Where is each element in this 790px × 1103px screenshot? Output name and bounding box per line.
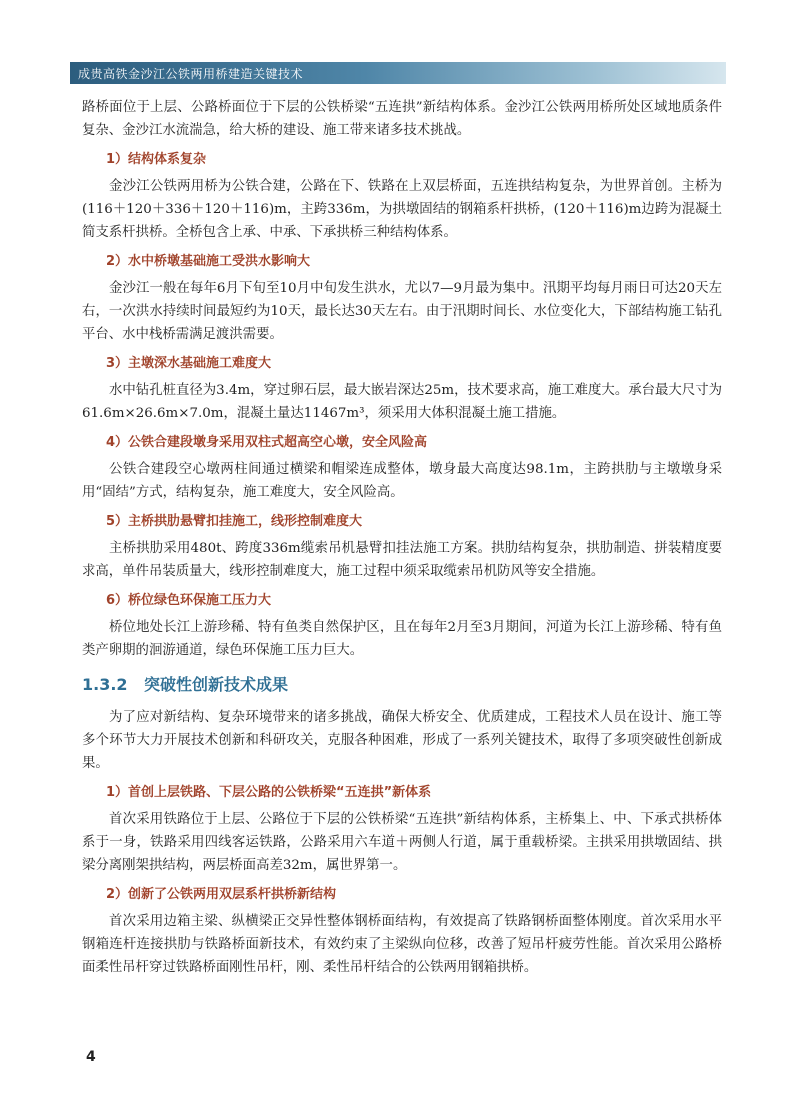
innovation-heading-1: 1）首创上层铁路、下层公路的公铁桥梁“五连拱”新体系	[106, 785, 432, 800]
intro-paragraph: 路桥面位于上层、公路桥面位于下层的公铁桥梁“五连拱”新结构体系。金沙江公铁两用桥所处区域地质条件复杂、金沙江水流湍急，给大桥的建设、施工带来诸多技术挑战。	[82, 100, 722, 138]
running-header-band	[70, 62, 726, 84]
challenge-heading-3: 3）主墩深水基础施工难度大	[106, 356, 272, 371]
innovation-body-1: 首次采用铁路位于上层、公路位于下层的公铁桥梁“五连拱”新结构体系，主桥集上、中、下承式拱桥体系于一身，铁路采用四线客运铁路，公路采用六车道＋两侧人行道，属于重载桥梁。主拱采用拱墩固结、拱梁分离刚架拱结构，两层桥面高差32m，属世界第一。	[82, 812, 722, 873]
section-intro: 为了应对新结构、复杂环境带来的诸多挑战，确保大桥安全、优质建成，工程技术人员在设计、施工等多个环节大力开展技术创新和科研攻关，克服各种困难，形成了一系列关键技术，取得了多项突破性创新成果。	[82, 710, 722, 771]
challenge-body-3: 水中钻孔桩直径为3.4m，穿过卵石层，最大嵌岩深达25m，技术要求高，施工难度大。承台最大尺寸为61.6m×26.6m×7.0m，混凝土量达11467m³，须采用大体积混凝土施工措施。	[82, 383, 722, 421]
challenge-heading-4: 4）公铁合建段墩身采用双柱式超高空心墩，安全风险高	[106, 435, 428, 450]
innovation-body-2: 首次采用边箱主梁、纵横梁正交异性整体钢桥面结构，有效提高了铁路钢桥面整体刚度。首次采用水平钢箱连杆连接拱肋与铁路桥面新技术，有效约束了主梁纵向位移，改善了短吊杆疲劳性能。首次采用公路桥面柔性吊杆穿过铁路桥面刚性吊杆，刚、柔性吊杆结合的公铁两用钢箱拱桥。	[82, 914, 722, 975]
section-heading	[82, 674, 722, 696]
challenge-body-5: 主桥拱肋采用480t、跨度336m缆索吊机悬臂扣挂法施工方案。拱肋结构复杂，拱肋制造、拼装精度要求高，单件吊装质量大，线形控制难度大，施工过程中须采取缆索吊机防风等安全措施。	[82, 541, 722, 579]
challenge-body-4: 公铁合建段空心墩两柱间通过横梁和帽梁连成整体，墩身最大高度达98.1m，主跨拱肋与主墩墩身采用“固结”方式，结构复杂，施工难度大，安全风险高。	[82, 462, 722, 500]
challenge-body-2: 金沙江一般在每年6月下旬至10月中旬发生洪水，尤以7—9月最为集中。汛期平均每月雨日可达20天左右，一次洪水持续时间最短约为10天，最长达30天左右。由于汛期时间长、水位变化大，下部结构施工钻孔平台、水中栈桥需满足渡洪需要。	[82, 281, 722, 342]
section-title: 突破性创新技术成果	[144, 675, 289, 694]
section-number: 1.3.2	[82, 675, 128, 694]
challenge-body-1: 金沙江公铁两用桥为公铁合建，公路在下、铁路在上双层桥面，五连拱结构复杂，为世界首创。主桥为(116＋120＋336＋120＋116)m，主跨336m，为拱墩固结的钢箱系杆拱桥，(120＋116)m边跨为混凝土简支系杆拱桥。全桥包含上承、中承、下承拱桥三种结构体系。	[82, 179, 722, 240]
challenge-heading-2: 2）水中桥墩基础施工受洪水影响大	[106, 254, 311, 269]
challenge-body-6: 桥位地处长江上游珍稀、特有鱼类自然保护区，且在每年2月至3月期间，河道为长江上游珍稀、特有鱼类产卵期的洄游通道，绿色环保施工压力巨大。	[82, 620, 722, 658]
challenge-heading-1: 1）结构体系复杂	[106, 152, 207, 167]
page-body	[82, 96, 722, 979]
challenge-heading-5: 5）主桥拱肋悬臂扣挂施工，线形控制难度大	[106, 514, 363, 529]
challenge-heading-6: 6）桥位绿色环保施工压力大	[106, 593, 272, 608]
running-header-title: 成贵高铁金沙江公铁两用桥建造关键技术	[78, 67, 304, 81]
page-number: 4	[86, 1049, 96, 1065]
innovation-heading-2: 2）创新了公铁两用双层系杆拱桥新结构	[106, 887, 337, 902]
